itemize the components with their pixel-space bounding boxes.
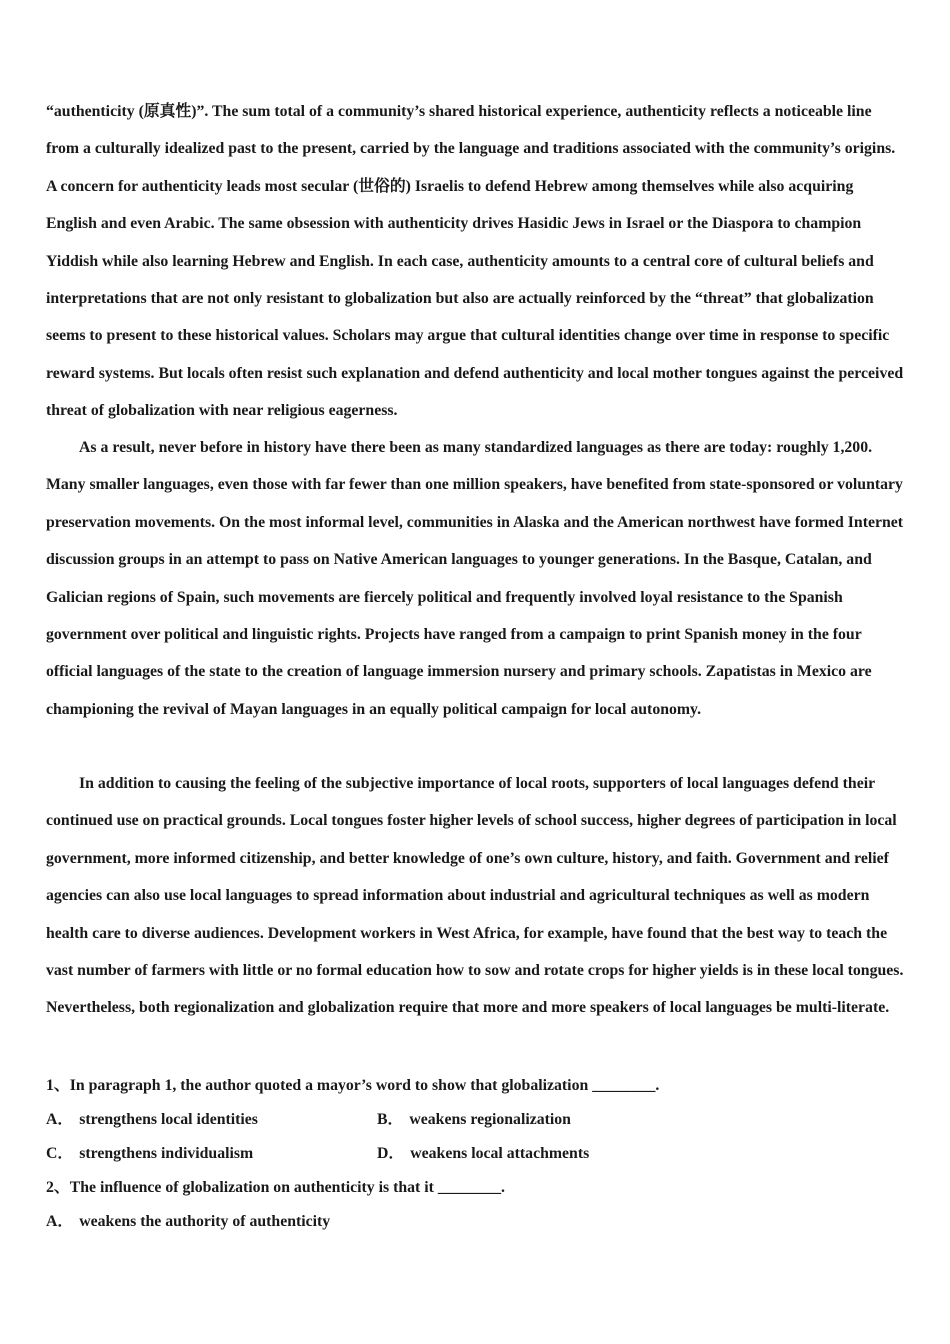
question-1-options-row-2 [46, 1137, 906, 1171]
option-letter: A． [46, 1213, 74, 1230]
option-text: strengthens local identities [79, 1111, 258, 1128]
question-1-stem: 1、In paragraph 1, the author quoted a mayor’s word to show that globalization ________. [46, 1077, 660, 1094]
option-a[interactable] [46, 1205, 377, 1239]
question-2 [46, 1171, 906, 1239]
paragraph-2: As a result, never before in history have there been as many standardized languages as there are today: roughly 1,200. Many smaller languages, even those with far fewer than one million speakers, have benefited from state-sponsored or voluntary preservation movements. On the most informal level, communities in Alaska and the American northwest have formed Internet discussion groups in an attempt to pass on Native American languages to younger generations. In the Basque, Catalan, and Galician regions of Spain, such movements are fiercely political and frequently involved loyal resistance to the Spanish government over political and linguistic rights. Projects have ranged from a campaign to print Spanish money in the four official languages of the state to the creation of language immersion nursery and primary schools. Zapatistas in Mexico are championing the revival of Mayan languages in an equally political campaign for local autonomy. [46, 439, 904, 718]
document-page [46, 93, 906, 1239]
question-1 [46, 1069, 906, 1171]
option-letter: D． [377, 1145, 405, 1162]
option-d[interactable] [377, 1137, 708, 1171]
paragraph-1: “authenticity (原真性)”. The sum total of a community’s shared historical experience, authenticity reflects a noticeable line from a culturally idealized past to the present, carried by the language and traditions associated with the community’s origins. A concern for authenticity leads most secular (世俗的) Israelis to defend Hebrew among themselves while also acquiring English and even Arabic. The same obsession with authenticity drives Hasidic Jews in Israel or the Diaspora to champion Yiddish while also learning Hebrew and English. In each case, authenticity amounts to a central core of cultural beliefs and interpretations that are not only resistant to globalization but also are actually reinforced by the “threat” that globalization seems to present to these historical values. Scholars may argue that cultural identities change over time in response to specific reward systems. But locals often resist such explanation and defend authenticity and local mother tongues against the perceived threat of globalization with near religious eagerness. [46, 103, 904, 420]
option-a[interactable] [46, 1103, 377, 1137]
option-letter: B． [377, 1111, 404, 1128]
option-text: weakens local attachments [410, 1145, 590, 1162]
option-text: strengthens individualism [79, 1145, 254, 1162]
paragraph-3: In addition to causing the feeling of the subjective importance of local roots, supporters of local languages defend their continued use on practical grounds. Local tongues foster higher levels of school success, higher degrees of participation in local government, more informed citizenship, and better knowledge of one’s own culture, history, and faith. Government and relief agencies can also use local languages to spread information about industrial and agricultural techniques as well as modern health care to diverse audiences. Development workers in West Africa, for example, have found that the best way to teach the vast number of farmers with little or no formal education how to sow and rotate crops for higher yields is in these local tongues. Nevertheless, both regionalization and globalization require that more and more speakers of local languages be multi-literate. [46, 775, 904, 1017]
question-2-options-row-1 [46, 1205, 906, 1239]
question-2-stem: 2、The influence of globalization on authenticity is that it ________. [46, 1179, 505, 1196]
question-1-options-row-1 [46, 1103, 906, 1137]
option-b[interactable] [377, 1103, 708, 1137]
option-text: weakens the authority of authenticity [79, 1213, 331, 1230]
option-text: weakens regionalization [409, 1111, 571, 1128]
option-c[interactable] [46, 1137, 377, 1171]
option-letter: C． [46, 1145, 74, 1162]
option-letter: A． [46, 1111, 74, 1128]
